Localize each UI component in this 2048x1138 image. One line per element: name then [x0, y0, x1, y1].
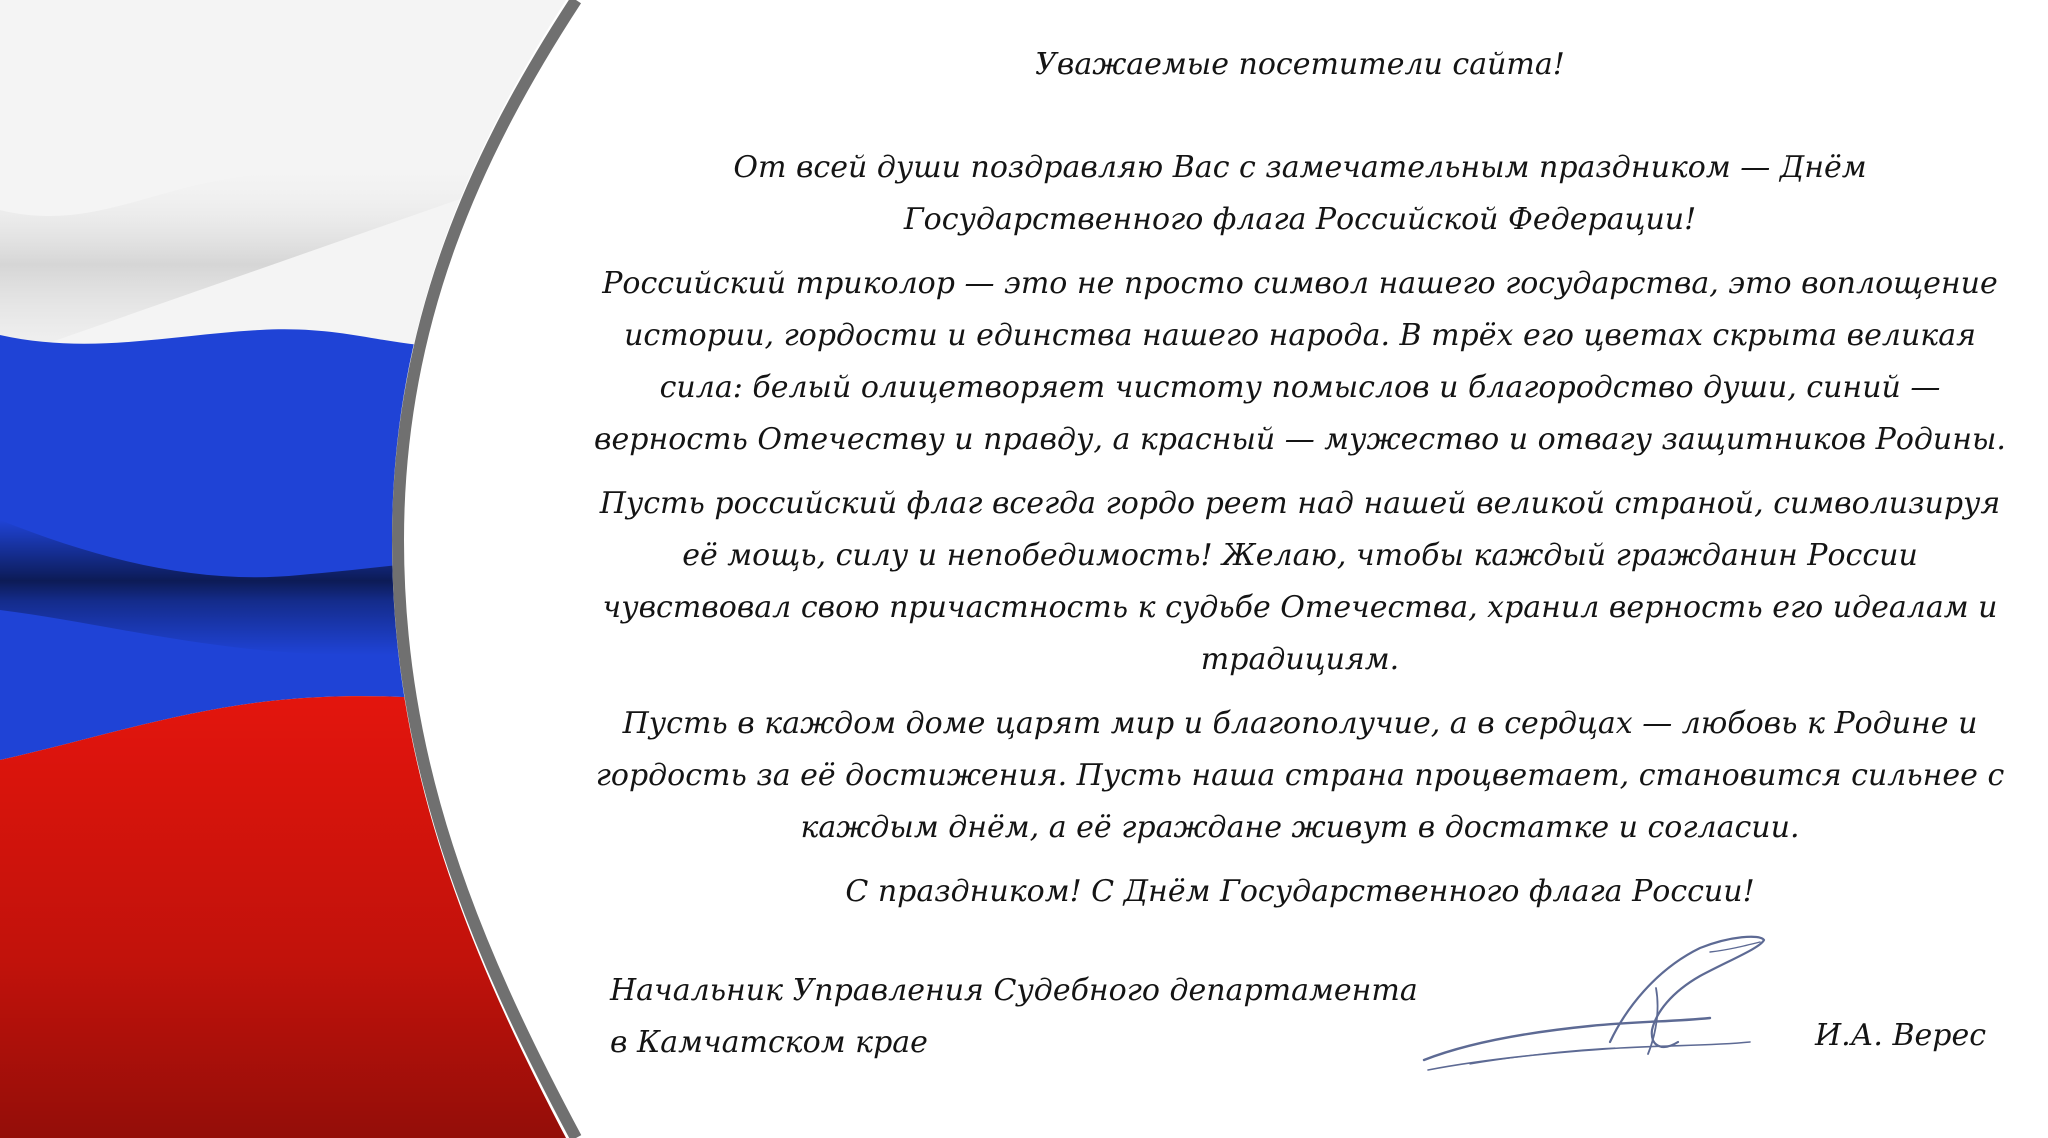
paragraph-wishes-flag: Пусть российский флаг всегда гордо реет над нашей великой страной, символизируя её мощь, силу и непобедимость! Желаю, чтобы каждый гражданин России чувствовал свою причастность к судьбе Отечества, хранил верность его идеалам и традициям.	[599, 486, 2001, 677]
paragraph-tricolor: Российский триколор — это не просто символ нашего государства, это воплощение истории, гордости и единства нашего народа. В трёх его цветах скрыта великая сила: белый олицетворяет чистоту помыслов и благородство души, синий — верность Отечеству и правду, а красный — мужество и отвагу защитников Родины.	[594, 266, 2006, 457]
flag-red-shading	[0, 696, 600, 1138]
letter-body	[590, 40, 2010, 918]
signer-position	[610, 965, 1510, 1069]
paragraph-congratulation: От всей души поздравляю Вас с замечательным праздником — Днём Государственного флага Российской Федерации!	[733, 150, 1867, 237]
handwritten-signature	[1410, 930, 1780, 1080]
signer-position-line-1: Начальник Управления Судебного департамента	[610, 973, 1418, 1008]
paragraph-holiday-greeting: С праздником! С Днём Государственного флага России!	[845, 874, 1755, 909]
greeting-heading: Уважаемые посетители сайта!	[1035, 47, 1565, 82]
paragraph-wishes-peace: Пусть в каждом доме царят мир и благополучие, а в сердцах — любовь к Родине и гордость за её достижения. Пусть наша страна процветает, становится сильнее с каждым днём, а её граждане живут в достатке и согласии.	[595, 706, 2005, 845]
flag-blue-stripe	[0, 329, 600, 760]
signer-name: И.А. Верес	[1815, 1018, 1987, 1053]
signer-position-line-2: в Камчатском крае	[610, 1025, 928, 1060]
